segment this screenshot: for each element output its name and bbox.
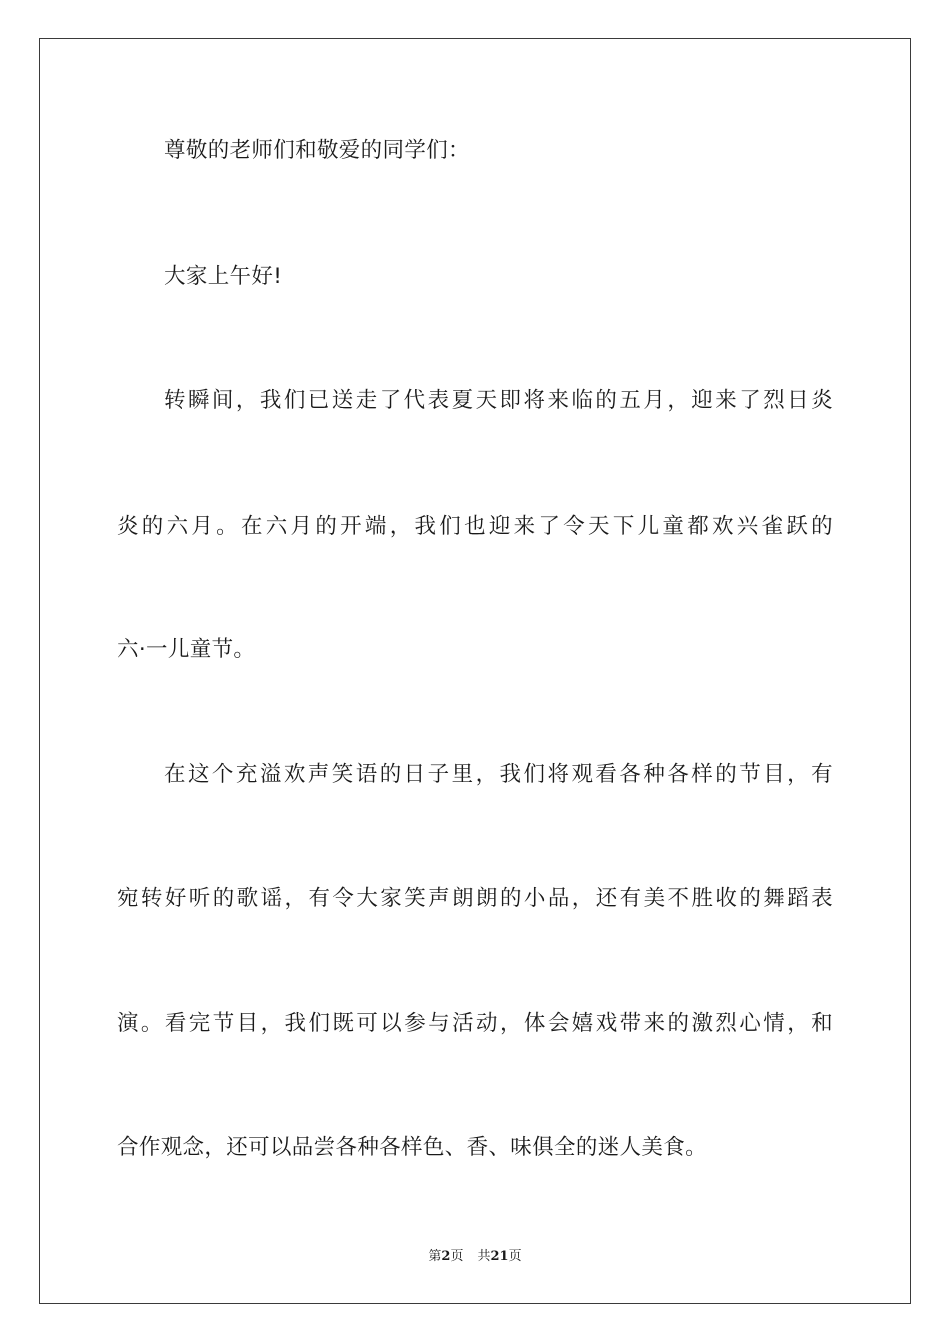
greeting-line: 大家上午好! xyxy=(164,264,283,289)
paragraph-1-line-1: 转瞬间，我们已送走了代表夏天即将来临的五月，迎来了烈日炎 xyxy=(164,388,833,413)
paragraph-1-line-3: 六·一儿童节。 xyxy=(117,637,256,662)
paragraph-1-line-2: 炎的六月。在六月的开端，我们也迎来了令天下儿童都欢兴雀跃的 xyxy=(117,514,833,539)
paragraph-2-line-2: 宛转好听的歌谣，有令大家笑声朗朗的小品，还有美不胜收的舞蹈表 xyxy=(117,886,833,911)
paragraph-2-line-4: 合作观念，还可以品尝各种各样色、香、味俱全的迷人美食。 xyxy=(117,1135,707,1160)
footer-page-word: 页 xyxy=(450,1249,464,1264)
footer-total-suffix: 页 xyxy=(508,1249,522,1264)
total-pages-number: 21 xyxy=(490,1249,509,1264)
current-page-number: 2 xyxy=(441,1249,451,1264)
page-footer xyxy=(0,1248,950,1266)
salutation-line: 尊敬的老师们和敬爱的同学们： xyxy=(164,138,470,163)
page-border xyxy=(39,38,911,1304)
footer-total-prefix: 共 xyxy=(477,1249,491,1264)
footer-prefix: 第 xyxy=(428,1249,442,1264)
paragraph-2-line-1: 在这个充溢欢声笑语的日子里，我们将观看各种各样的节目，有 xyxy=(164,762,833,787)
paragraph-2-line-3: 演。看完节目，我们既可以参与活动，体会嬉戏带来的激烈心情，和 xyxy=(117,1011,833,1036)
